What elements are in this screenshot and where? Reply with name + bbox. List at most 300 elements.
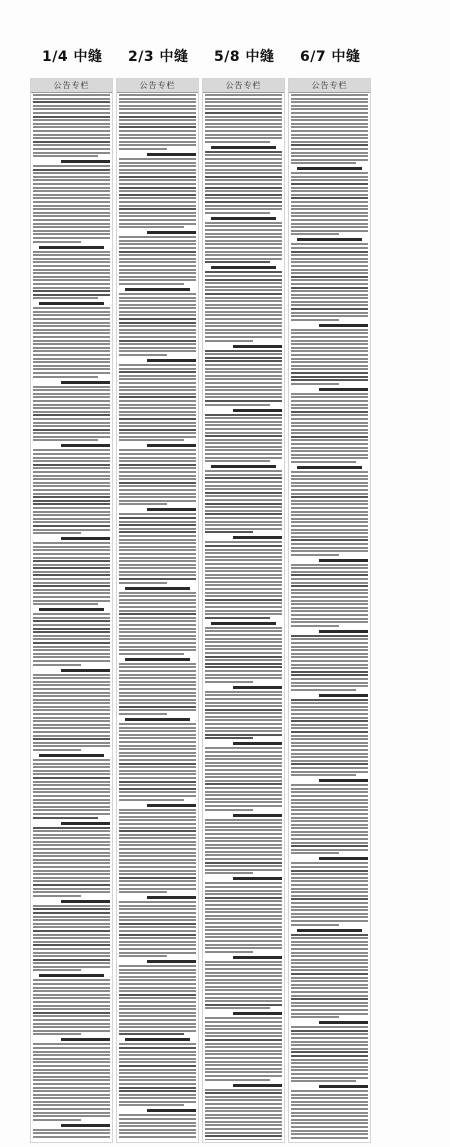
text-line: [119, 934, 196, 936]
text-line: [33, 112, 110, 114]
text-line: [205, 947, 282, 949]
text-line: [119, 1083, 196, 1085]
text-line: [33, 745, 110, 747]
text-line: [291, 536, 368, 538]
text-line: [205, 858, 282, 860]
text-line: [291, 635, 368, 637]
text-line: [33, 258, 110, 260]
text-line: [33, 1023, 110, 1025]
text-line: [33, 340, 110, 342]
text-line: [205, 844, 282, 846]
text-line: [33, 400, 110, 402]
text-line: [205, 439, 282, 441]
text-line: [119, 891, 167, 893]
text-line: [119, 834, 196, 836]
text-line: [291, 1009, 368, 1011]
text-line: [205, 243, 282, 245]
text-line: [291, 1062, 368, 1064]
notice-block: [33, 669, 110, 751]
text-line: [205, 271, 282, 273]
text-line: [33, 589, 110, 591]
text-line: [119, 190, 196, 192]
notice-block: [119, 508, 196, 583]
text-line: [33, 564, 110, 566]
text-line: [205, 613, 282, 615]
text-line: [291, 383, 339, 385]
text-line: [291, 909, 368, 911]
text-line: [291, 671, 368, 673]
text-line: [33, 1104, 110, 1106]
text-line: [119, 325, 196, 327]
text-line: [119, 624, 196, 626]
text-line: [119, 158, 196, 160]
text-line: [119, 955, 167, 957]
text-line: [33, 908, 110, 910]
text-line: [291, 664, 368, 666]
text-line: [33, 411, 110, 413]
text-line: [33, 453, 110, 455]
text-line: [205, 964, 282, 966]
text-line: [291, 567, 368, 569]
text-line: [119, 781, 196, 783]
text-line: [291, 1137, 368, 1139]
text-line: [33, 457, 110, 459]
text-line: [33, 781, 110, 783]
text-line: [33, 329, 110, 331]
text-line: [291, 212, 368, 214]
notice-column-3: [202, 78, 285, 1143]
text-line: [291, 1101, 368, 1103]
text-line: [33, 930, 110, 932]
notice-heading: [61, 669, 110, 672]
text-line: [119, 628, 196, 630]
text-line: [119, 610, 196, 612]
text-line: [33, 749, 81, 751]
text-line: [33, 959, 110, 961]
text-line: [33, 489, 110, 491]
text-line: [291, 443, 368, 445]
text-line: [33, 279, 110, 281]
notice-block: [119, 153, 196, 228]
text-line: [33, 361, 110, 363]
text-line: [33, 1069, 110, 1071]
text-line: [291, 589, 368, 591]
text-line: [291, 376, 368, 378]
text-line: [205, 677, 282, 679]
text-line: [291, 1051, 368, 1053]
text-line: [205, 882, 282, 884]
text-line: [33, 848, 110, 850]
text-line: [33, 137, 110, 139]
text-line: [33, 837, 110, 839]
text-line: [119, 994, 196, 996]
text-line: [33, 709, 110, 711]
text-line: [205, 734, 282, 736]
text-line: [33, 646, 110, 648]
text-line: [205, 1046, 282, 1048]
text-line: [33, 613, 110, 615]
text-line: [291, 422, 368, 424]
text-line: [291, 475, 368, 477]
text-line: [119, 453, 196, 455]
text-line: [33, 649, 110, 651]
notice-heading: [147, 444, 196, 447]
text-line: [205, 1079, 270, 1081]
text-line: [33, 511, 110, 513]
text-line: [205, 222, 282, 224]
text-line: [33, 706, 110, 708]
text-line: [119, 94, 196, 96]
text-line: [291, 610, 368, 612]
text-line: [291, 332, 368, 334]
text-line: [33, 1001, 110, 1003]
notice-heading: [147, 231, 196, 234]
text-line: [291, 685, 368, 687]
text-line: [33, 990, 110, 992]
text-line: [119, 467, 196, 469]
text-line: [33, 720, 110, 722]
text-line: [291, 496, 368, 498]
text-line: [119, 952, 196, 954]
text-line: [291, 1016, 339, 1018]
text-line: [205, 972, 282, 974]
text-line: [119, 870, 196, 872]
text-line: [33, 830, 110, 832]
text-line: [33, 617, 110, 619]
text-line: [119, 1012, 196, 1014]
text-line: [291, 614, 368, 616]
text-line: [205, 165, 282, 167]
text-line: [291, 315, 368, 317]
text-line: [291, 760, 368, 762]
notice-heading: [233, 409, 282, 412]
text-line: [205, 225, 282, 227]
text-line: [291, 365, 368, 367]
text-line: [33, 529, 110, 531]
text-line: [291, 514, 368, 516]
column-label-5-8: 5/8 中缝: [214, 49, 275, 65]
text-line: [205, 574, 282, 576]
text-line: [33, 873, 110, 875]
text-line: [291, 261, 368, 263]
text-line: [33, 123, 110, 125]
text-line: [205, 130, 282, 132]
text-line: [205, 979, 282, 981]
text-line: [205, 98, 282, 100]
notice-heading: [147, 153, 196, 156]
text-line: [291, 1069, 368, 1071]
text-line: [291, 977, 368, 979]
text-line: [33, 585, 110, 587]
text-line: [119, 1026, 196, 1028]
text-line: [291, 319, 339, 321]
text-line: [33, 677, 110, 679]
text-line: [205, 279, 282, 281]
text-line: [291, 144, 368, 146]
text-line: [205, 183, 282, 185]
text-line: [33, 596, 110, 598]
text-line: [291, 1044, 368, 1046]
text-line: [33, 233, 110, 235]
text-line: [33, 101, 110, 103]
text-line: [119, 375, 196, 377]
text-line: [119, 905, 196, 907]
text-line: [291, 269, 368, 271]
text-line: [291, 1112, 368, 1114]
text-line: [119, 1090, 196, 1092]
text-line: [291, 866, 368, 868]
text-line: [33, 404, 110, 406]
text-line: [33, 230, 110, 232]
text-line: [291, 201, 368, 203]
text-line: [33, 322, 110, 324]
text-line: [291, 500, 368, 502]
text-line: [119, 965, 196, 967]
text-line: [291, 709, 368, 711]
text-line: [33, 422, 110, 424]
text-line: [291, 134, 368, 136]
text-line: [291, 873, 368, 875]
text-line: [119, 646, 196, 648]
text-line: [33, 407, 110, 409]
notice-heading: [211, 622, 276, 625]
text-line: [33, 628, 110, 630]
text-line: [33, 1083, 110, 1085]
text-line: [33, 237, 110, 239]
text-line: [205, 368, 282, 370]
text-line: [291, 870, 368, 872]
text-line: [33, 365, 110, 367]
text-line: [205, 1028, 282, 1030]
text-line: [119, 126, 196, 128]
text-line: [205, 944, 282, 946]
text-line: [119, 1132, 196, 1134]
text-line: [205, 485, 282, 487]
text-line: [33, 169, 110, 171]
text-line: [33, 514, 110, 516]
text-line: [119, 670, 196, 672]
text-line: [291, 226, 368, 228]
text-line: [33, 1101, 110, 1103]
text-line: [33, 844, 110, 846]
text-line: [205, 179, 282, 181]
text-line: [33, 134, 110, 136]
text-line: [291, 771, 368, 773]
text-line: [119, 1047, 196, 1049]
text-line: [291, 400, 368, 402]
text-line: [205, 900, 282, 902]
notice-block: [205, 742, 282, 810]
text-line: [33, 261, 110, 263]
notice-block: [205, 94, 282, 143]
text-line: [33, 1015, 110, 1017]
text-line: [119, 560, 196, 562]
text-line: [119, 201, 196, 203]
text-line: [291, 884, 368, 886]
text-line: [291, 507, 368, 509]
notice-block: [291, 857, 368, 925]
text-line: [205, 577, 282, 579]
text-line: [119, 236, 196, 238]
text-line: [291, 94, 368, 96]
text-line: [205, 453, 282, 455]
text-line: [33, 429, 110, 431]
text-line: [119, 852, 196, 854]
text-line: [291, 582, 368, 584]
text-line: [291, 183, 368, 185]
text-line: [119, 404, 196, 406]
text-line: [291, 340, 368, 342]
text-line: [205, 1089, 282, 1091]
text-line: [291, 834, 368, 836]
text-line: [33, 276, 110, 278]
text-line: [291, 312, 368, 314]
text-line: [291, 756, 368, 758]
text-line: [119, 734, 196, 736]
text-line: [291, 247, 368, 249]
text-line: [33, 254, 110, 256]
text-line: [33, 952, 110, 954]
notice-block: [33, 302, 110, 377]
text-line: [205, 982, 282, 984]
text-line: [291, 543, 368, 545]
text-line: [119, 617, 196, 619]
text-line: [291, 738, 368, 740]
text-line: [205, 922, 282, 924]
text-line: [291, 1037, 368, 1039]
text-line: [119, 101, 196, 103]
text-line: [119, 972, 196, 974]
text-line: [291, 727, 368, 729]
notice-heading: [319, 324, 368, 327]
text-line: [33, 727, 110, 729]
text-line: [205, 531, 253, 533]
text-line: [33, 660, 110, 662]
text-line: [119, 98, 196, 100]
text-line: [119, 1104, 184, 1106]
text-line: [33, 108, 110, 110]
text-line: [291, 638, 368, 640]
text-line: [33, 966, 110, 968]
text-line: [33, 197, 110, 199]
text-line: [291, 1026, 368, 1028]
text-line: [119, 827, 196, 829]
text-line: [205, 1092, 282, 1094]
text-line: [205, 691, 282, 693]
text-line: [33, 98, 110, 100]
text-line: [33, 425, 110, 427]
text-line: [205, 1121, 282, 1123]
text-line: [205, 627, 282, 629]
text-line: [291, 731, 368, 733]
text-line: [291, 906, 368, 908]
text-line: [291, 827, 368, 829]
text-line: [119, 723, 196, 725]
notice-text-body: [33, 94, 110, 1140]
text-line: [119, 908, 196, 910]
text-line: [119, 1065, 196, 1067]
text-line: [291, 1073, 368, 1075]
text-line: [119, 766, 196, 768]
notice-heading: [39, 974, 104, 977]
text-line: [119, 620, 196, 622]
text-line: [119, 990, 196, 992]
text-line: [205, 1139, 282, 1140]
text-line: [119, 816, 196, 818]
text-line: [205, 289, 282, 291]
text-line: [119, 1001, 196, 1003]
text-line: [119, 944, 196, 946]
column-header: 公告专栏: [289, 79, 370, 93]
text-line: [205, 869, 282, 871]
text-line: [119, 524, 196, 526]
text-line: [205, 610, 282, 612]
text-line: [119, 748, 196, 750]
text-line: [291, 187, 368, 189]
text-line: [291, 969, 368, 971]
notice-heading: [39, 246, 104, 249]
text-line: [119, 1118, 196, 1120]
text-line: [119, 1125, 196, 1127]
text-line: [205, 1007, 270, 1009]
text-line: [33, 418, 110, 420]
text-line: [205, 382, 282, 384]
notice-text-body: [119, 94, 196, 1140]
text-line: [205, 261, 270, 263]
text-line: [205, 563, 282, 565]
text-line: [33, 194, 110, 196]
notice-heading: [125, 1038, 190, 1041]
text-line: [205, 503, 282, 505]
text-line: [119, 773, 196, 775]
text-line: [119, 449, 196, 451]
text-line: [205, 513, 282, 515]
text-line: [119, 549, 196, 551]
text-line: [205, 1000, 282, 1002]
text-line: [119, 595, 196, 597]
text-line: [205, 997, 282, 999]
text-line: [291, 297, 368, 299]
notice-block: [119, 94, 196, 150]
notice-block: [33, 246, 110, 300]
text-line: [205, 638, 282, 640]
text-line: [205, 1061, 282, 1063]
text-line: [119, 1129, 196, 1131]
text-line: [33, 546, 110, 548]
text-line: [205, 311, 282, 313]
text-line: [205, 442, 282, 444]
text-line: [119, 425, 196, 427]
text-line: [33, 994, 110, 996]
text-line: [33, 1033, 81, 1035]
notice-block: [33, 900, 110, 972]
notice-block: [291, 238, 368, 320]
text-line: [33, 439, 98, 441]
text-line: [291, 600, 368, 602]
text-line: [291, 482, 368, 484]
text-line: [205, 449, 282, 451]
column-header: 公告专栏: [117, 79, 198, 93]
text-line: [33, 1108, 110, 1110]
text-line: [205, 428, 282, 430]
text-line: [33, 1030, 110, 1032]
text-line: [205, 727, 282, 729]
text-line: [291, 230, 368, 232]
text-line: [119, 350, 196, 352]
text-line: [205, 581, 282, 583]
text-line: [119, 1061, 196, 1063]
text-line: [205, 94, 282, 96]
